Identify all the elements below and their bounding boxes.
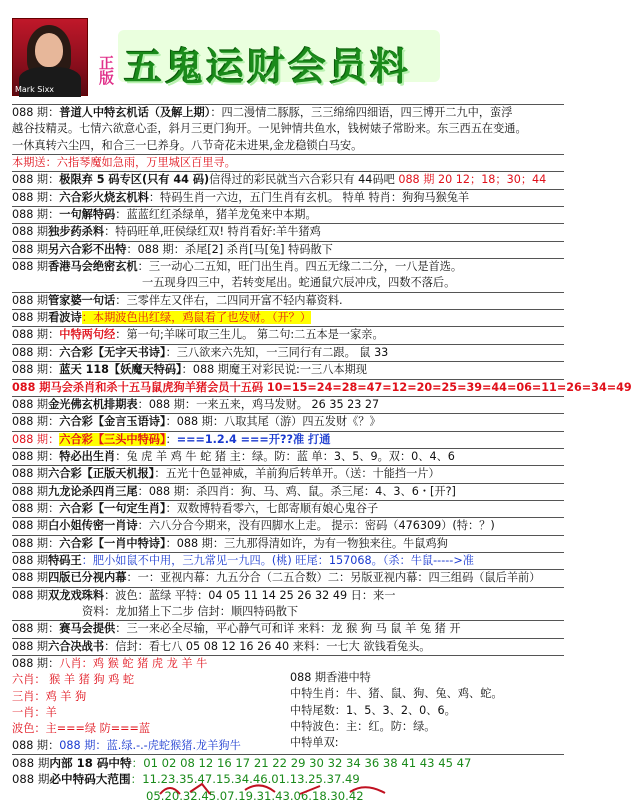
text-line: 088 期：六合彩【一肖中特诗】：088 期：三九那得清如许，为有一物独来往。牛鼠鸡狗 [12,535,564,552]
text-line: 088 期：六合彩【三头中特码】：===1.2.4 ===开??准 打通 [12,431,564,448]
text-line: 088 期：八肖：鸡 猴 蛇 猪 虎 龙 羊 牛 [12,657,208,670]
text-line: 088 期：六合彩【一句定生肖】：双数博特看零六，七郎寄顺有娘心鬼谷子 [12,500,564,517]
footer-scrawl-decoration [150,778,410,798]
text-line: 088 期马会杀肖和杀十五马鼠虎狗羊猪会员十五码 10=15=24=28=47=12=20=25=39=44=06=11=26=34=49 [12,379,564,396]
text-line: 088 期内部 18 码中特：01 02 08 12 16 17 21 22 29 30 32 34 36 38 41 43 45 47 [12,754,564,771]
text-line: 088 期必中特码大范围：11.23.35.47.15.34.46.01.13.25.37.49 [12,772,360,787]
text-line: 一肖：羊 [12,706,57,720]
content-body [12,104,632,804]
text-line: 波色：主===绿 防===蓝 [12,722,151,736]
hk-special-panel [290,656,562,752]
text-line: 088 期双龙戏珠料：波色：蓝绿 平特：04 05 11 14 25 26 32 49 日：来一 [12,587,564,604]
text-line: 088 期：一句解特码：蓝蓝红红杀绿单，猪羊龙兔来中本期。 [12,206,564,223]
text-line: 越谷技精灵。七情六欲意心歪，斜月三更门狗开。一见钟情共鱼水，钱树婊子常盼来。东三西五在变通。 [12,122,527,136]
text-line: 本期送：六指琴魔如急雨，万里城区百里寻。 [12,154,564,171]
text-line: 088 期九龙论杀四肖三尾：088 期：杀四肖：狗、马、鸡、鼠。杀三尾：4、3、6・[开?] [12,483,564,500]
prediction-split-block [12,655,564,754]
text-line: 088 期四版已分视内幕：一：亚视内幕：九五分合（二五合数）二：另版亚视内幕：四三组码（鼠后羊前） [12,569,564,586]
text-line: 088 期：特必出生肖：兔 虎 羊 鸡 牛 蛇 猪 主：绿。防：蓝 单：3、5、9。双：0、4、6 [12,448,564,465]
text-line: 088 期：六合彩火烧玄机料：特码生肖一六边，五门生肖有玄机。 特单 特肖：狗狗马猴兔羊 [12,189,564,206]
text-line: 三肖：鸡 羊 狗 [12,689,87,703]
photo-caption: Mark Sixx [15,85,55,94]
text-line: 088 期香港马会绝密玄机：三一动心二五知，旺门出生肖。四五无缘二二分，一八是首选。 [12,258,564,275]
text-line: 一休真转六尘四，和合三一巳养身。八节奇花未进果,金龙稳锁白马安。 [12,138,363,152]
text-line: 088 期六合彩【正版天机报】：五光十色显神威，羊前狗后转单开。（送：十能挡一片） [12,465,564,482]
text-line: 中特单双: [290,736,339,750]
text-line: 六肖： 猴 羊 猪 狗 鸡 蛇 [12,673,135,687]
text-line: 088 期：六合彩【无字天书诗】：三八欲来六先知，一三同行有二跟。 鼠 33 [12,344,564,361]
portrait-photo [12,18,88,96]
portrait-face [35,33,63,67]
text-line: 05.20.32.45.07.19.31.43.06.18.30.42 [146,788,364,803]
zodiac-picks [12,656,292,754]
text-line: 088 期：极限弃 5 码专区(只有 44 码)信得过的彩民就当六合彩只有 44码吧 088 期 20 12；18；30；44 [12,171,564,188]
text-line: 088 期金光佛玄机排期表：088 期：一来五来，鸡马发财。 26 35 23 27 [12,396,564,413]
text-line: 中特生肖：牛、猪、鼠、狗、兔、鸡、蛇。 [290,687,503,701]
page-title: 五鬼运财会员料 [124,45,412,89]
text-line: 088 期：六合彩【金言玉语诗】：088 期：八取其尾（游）四五发财《？》 [12,413,564,430]
text-line: 088 期香港中特 [290,671,371,684]
text-line: 088 期：赛马会提供：三一来必全尽输，平心静气可和详 来料：龙 猴 狗 马 鼠 羊 兔 猪 开 [12,620,564,637]
text-line: 088 期六合决战书：信封：看七八 05 08 12 16 26 40 来料：一七大 欲钱看兔头。 [12,638,564,655]
text-line: 中特尾数：1、5、3、2、0、6。 [290,703,456,717]
text-line: 088 期：普道人中特玄机话（及解上期）：四二漫情二豚豚，三三绵绵四细语，四三博开二九中，蛮浮 [12,104,564,121]
genuine-badge: 正版 [97,55,115,85]
text-line: 中特波色：主：红。防：绿。 [290,720,436,734]
text-line: 088 期：088 期：蓝.绿.-.-虎蛇猴猪.龙羊狗牛 [12,738,241,752]
text-line: 088 期特码王：肥小如鼠不中用，三九常见一九四。(桃) 旺尾：157068。（杀：牛鼠----->准 [12,552,564,569]
text-line: 088 期独步药杀料：特码旺单,旺侯绿红双! 特肖看好:羊牛猪鸡 [12,223,564,240]
text-line: 088 期：蓝天 118【妖魔天特码】：088 期魔王对彩民说:一三八本期现 [12,361,564,378]
text-line: 资料：龙加猪上下二步 信封：顺四特码散下 [82,604,299,618]
text-line: 088 期另六合彩不出特：088 期：杀尾[2] 杀肖[马[兔] 特码散下 [12,241,564,258]
page-header [0,0,574,98]
text-line: 088 期看波诗：本期波色出红绿，鸡鼠看了也发财。（开？） [12,309,564,326]
text-line: 088 期：中特两句经：第一句;羊咪可取三生儿。 第二句:二五本是一家亲。 [12,326,564,343]
text-line: 一五现身四三中，若转变尾出。蛇通鼠穴辰冲戌，四数不落后。 [142,276,456,290]
text-line: 088 期白小姐传密一肖诗：六八分合今期来，没有四脚水上走。 提示：密码（476309）(特：？) [12,517,564,534]
text-line: 088 期管家婆一句话：三零伴左又伴右，二四同开富不轻内幕资料. [12,292,564,309]
